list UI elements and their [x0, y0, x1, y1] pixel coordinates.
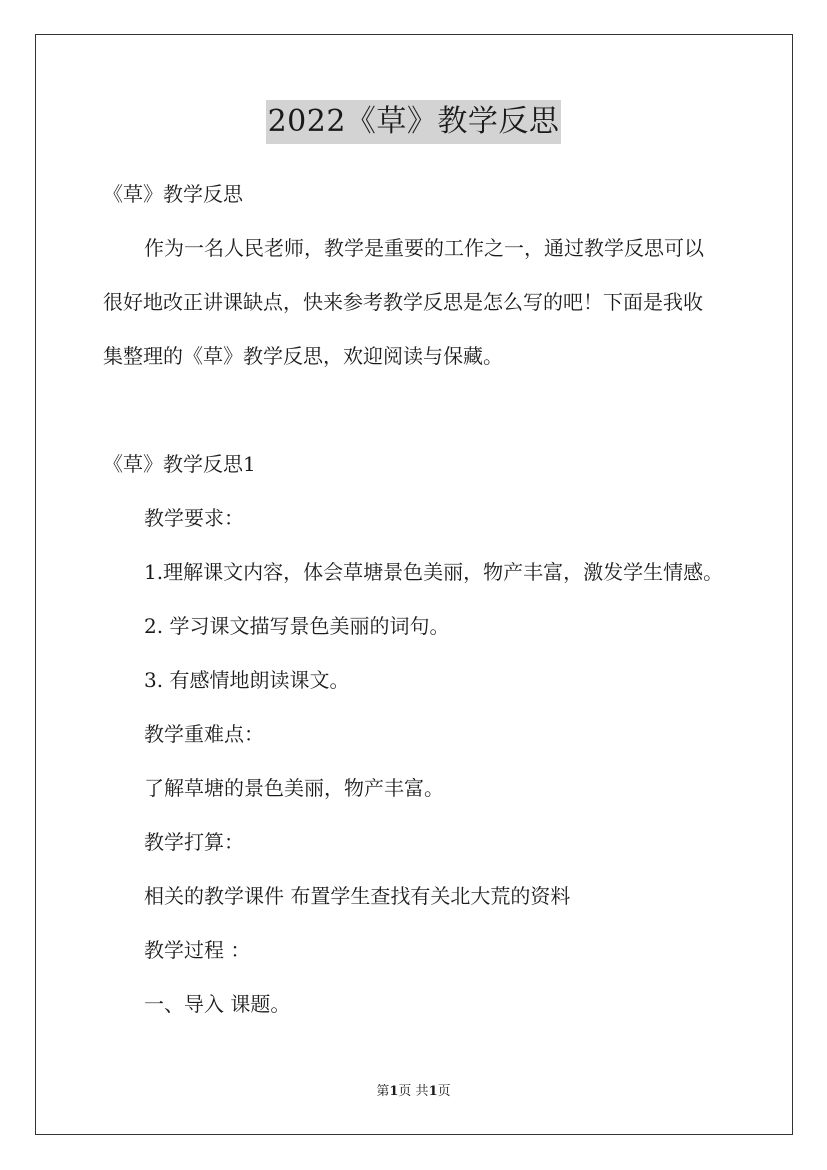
body-line-1: 教学要求： [144, 506, 244, 530]
title-container [0, 100, 827, 144]
body-line-7: 教学打算： [144, 830, 244, 854]
body-line-3: 2. 学习课文描写景色美丽的词句。 [144, 614, 450, 638]
footer-page-current: 1 [389, 1084, 399, 1099]
body-line-2: 1.理解课文内容，体会草塘景色美丽，物产丰富，激发学生情感。 [144, 560, 724, 584]
intro-line-1: 作为一名人民老师，教学是重要的工作之一，通过教学反思可以 [144, 236, 704, 260]
footer-page-suffix: 页 [437, 1084, 451, 1099]
intro-line-2: 很好地改正讲课缺点，快来参考教学反思是怎么写的吧！下面是我收 [103, 290, 703, 314]
body-line-5: 教学重难点： [144, 722, 264, 746]
footer-page-prefix: 第 [376, 1084, 390, 1099]
body-line-8: 相关的教学课件 布置学生查找有关北大荒的资料 [144, 884, 571, 908]
body-line-6: 了解草塘的景色美丽，物产丰富。 [144, 776, 444, 800]
body-line-10: 一、导入 课题。 [144, 992, 291, 1016]
intro-line-3: 集整理的《草》教学反思，欢迎阅读与保藏。 [103, 344, 503, 368]
footer-page-total: 1 [428, 1084, 438, 1099]
body-line-9: 教学过程 ： [144, 938, 251, 962]
document-title: 2022《草》教学反思 [266, 100, 562, 144]
footer-page-mid: 页 共 [398, 1084, 429, 1099]
page-footer [0, 1083, 827, 1101]
subtitle: 《草》教学反思 [103, 182, 243, 206]
body-line-4: 3. 有感情地朗读课文。 [144, 668, 350, 692]
section-heading: 《草》教学反思1 [103, 452, 256, 476]
